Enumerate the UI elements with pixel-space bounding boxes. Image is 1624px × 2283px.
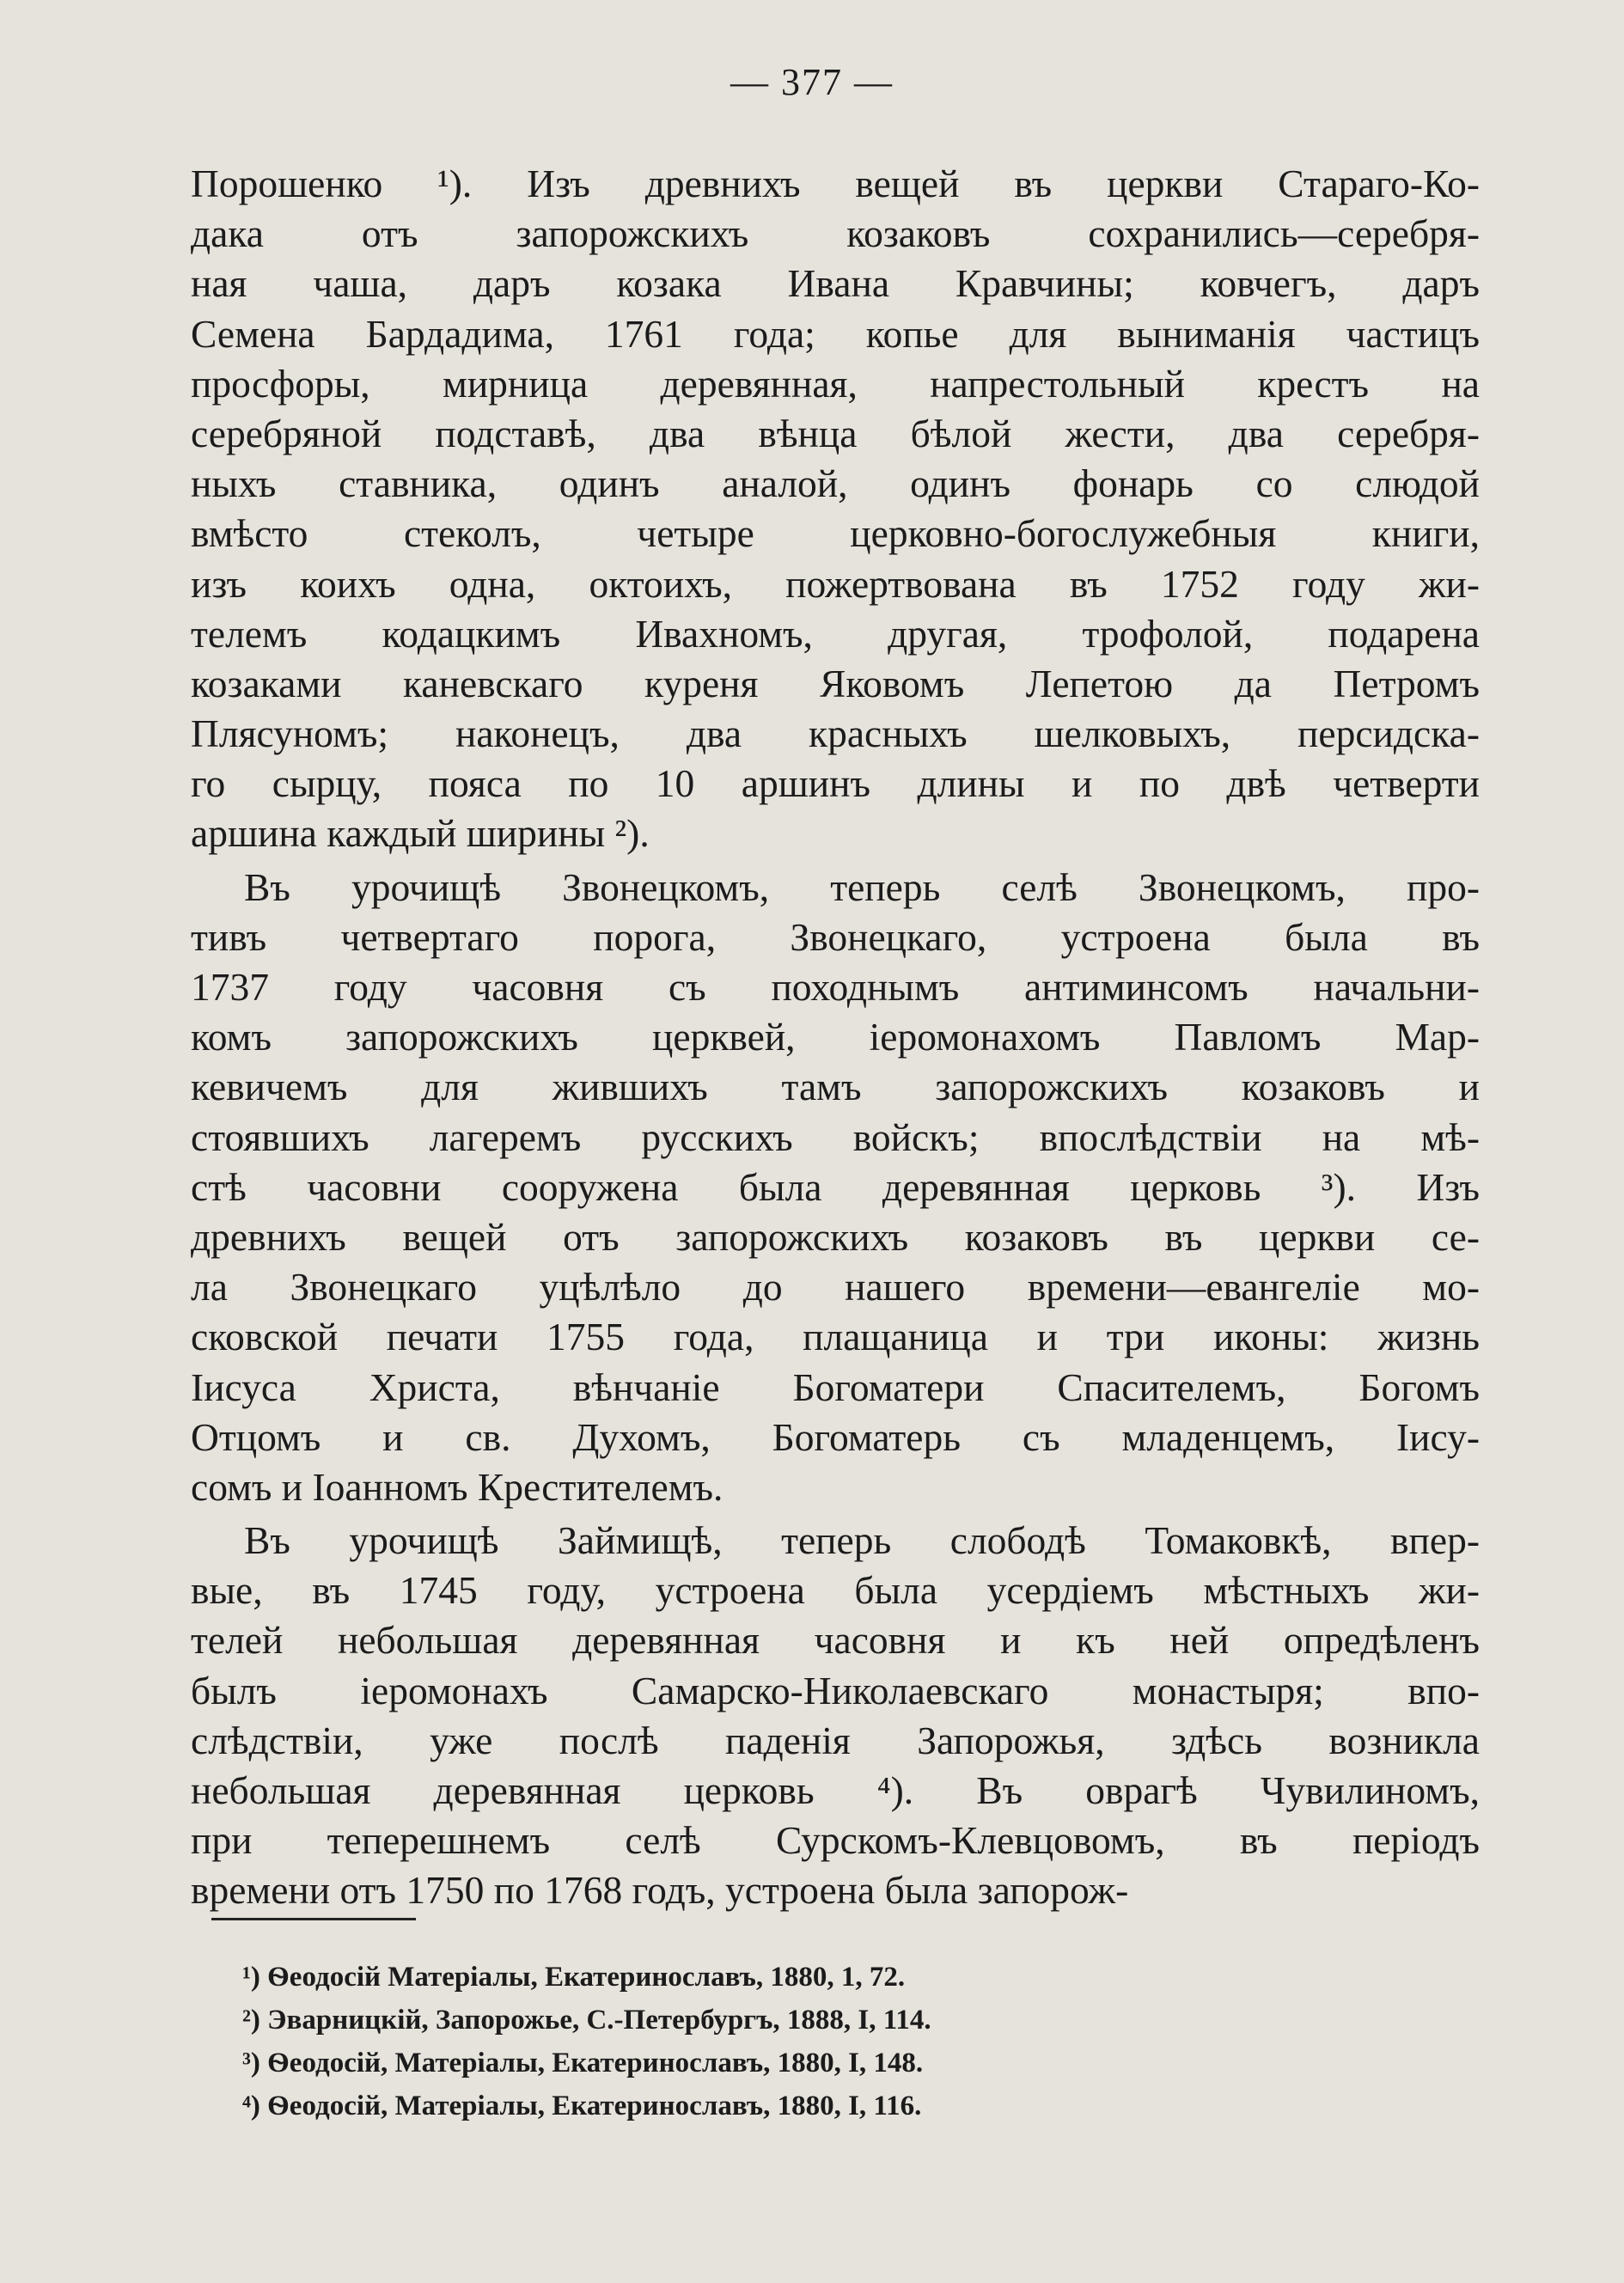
text-line: былъ іеромонахъ Самарско-Николаевскаго монастыря; впо- (191, 1668, 1480, 1712)
text-line: слѣдствіи, уже послѣ паденія Запорожья, здѣсь возникла (191, 1718, 1480, 1762)
text-line: Семена Бардадима, 1761 года; копье для выниманія частицъ (191, 311, 1480, 356)
text-line: тивъ четвертаго порога, Звонецкаго, устроена была въ (191, 914, 1480, 959)
text-line: изъ коихъ одна, октоихъ, пожертвована въ 1752 году жи- (191, 561, 1480, 606)
text-line: ныхъ ставника, одинъ аналой, одинъ фонарь со слюдой (191, 461, 1480, 506)
text-line: Порошенко ¹). Изъ древнихъ вещей въ церкви Стараго-Ко- (191, 162, 1480, 205)
page-number: — 377 — (730, 61, 894, 103)
text-line: комъ запорожскихъ церквей, іеромонахомъ Павломъ Мар- (191, 1015, 1480, 1059)
text-line: вмѣсто стеколъ, четыре церковно-богослужебныя книги, (191, 511, 1480, 556)
text-line: козаками каневскаго куреня Яковомъ Лепетою да Петромъ (191, 661, 1480, 705)
text-line: аршина каждый ширины ²). (191, 811, 650, 856)
text-line: телей небольшая деревянная часовня и къ ней опредѣленъ (191, 1618, 1480, 1663)
footnote: ³) Ѳеодосій, Матеріалы, Екатеринославъ, 1880, I, 148. (242, 2048, 924, 2079)
text-line: времени отъ 1750 по 1768 годъ, устроена была запорож- (191, 1868, 1129, 1913)
text-line: ная чаша, даръ козака Ивана Кравчины; ковчегъ, даръ (191, 261, 1480, 306)
text-line: Плясуномъ; наконецъ, два красныхъ шелковыхъ, персидска- (191, 711, 1480, 756)
text-line: го сырцу, пояса по 10 аршинъ длины и по двѣ четверти (191, 761, 1480, 806)
text-line: Отцомъ и св. Духомъ, Богоматерь съ младенцемъ, Іису- (191, 1414, 1480, 1459)
text-line: сомъ и Іоанномъ Крестителемъ. (191, 1464, 723, 1509)
footnotes (242, 1956, 1187, 2127)
text-line: небольшая деревянная церковь ⁴). Въ оврагѣ Чувилиномъ, (191, 1768, 1480, 1812)
text-line: Въ урочищѣ Займищѣ, теперь слободѣ Томаковкѣ, впер- (244, 1518, 1480, 1563)
footnote-separator (211, 1918, 416, 1920)
footnote: ⁴) Ѳеодосій, Матеріалы, Екатеринославъ, 1880, I, 116. (242, 2091, 922, 2121)
text-line: древнихъ вещей отъ запорожскихъ козаковъ въ церкви се- (191, 1214, 1480, 1259)
footnote: ²) Эварницкій, Запорожье, С.-Петербургъ, 1888, I, 114. (242, 2005, 931, 2036)
paragraph (191, 863, 1480, 1512)
text-line: телемъ кодацкимъ Ивахномъ, другая, трофолой, подарена (191, 611, 1480, 656)
text-line: стоявшихъ лагеремъ русскихъ войскъ; впослѣдствіи на мѣ- (191, 1114, 1480, 1159)
paragraph (191, 159, 1480, 859)
text-line: сковской печати 1755 года, плащаница и три иконы: жизнь (191, 1315, 1480, 1359)
paragraph (191, 1516, 1480, 1916)
text-line: Въ урочищѣ Звонецкомъ, теперь селѣ Звонецкомъ, про- (244, 864, 1480, 909)
footnote: ¹) Ѳеодосій Матеріалы, Екатеринославъ, 1880, 1, 72. (242, 1962, 906, 1993)
text-line: дака отъ запорожскихъ козаковъ сохранились—серебря- (191, 211, 1480, 256)
text-line: просфоры, мирница деревянная, напрестольный крестъ на (191, 361, 1480, 406)
text-line: кевичемъ для жившихъ тамъ запорожскихъ козаковъ и (191, 1065, 1480, 1109)
text-line: стѣ часовни сооружена была деревянная церковь ³). Изъ (191, 1164, 1480, 1209)
text-line: вые, въ 1745 году, устроена была усердіемъ мѣстныхъ жи- (191, 1568, 1480, 1613)
text-line: 1737 году часовня съ походнымъ антиминсомъ начальни- (191, 965, 1480, 1009)
text-line: серебряной подставѣ, два вѣнца бѣлой жести, два серебря- (191, 411, 1480, 455)
text-line: при теперешнемъ селѣ Сурскомъ-Клевцовомъ, въ періодъ (191, 1818, 1480, 1863)
text-line: Іисуса Христа, вѣнчаніе Богоматери Спасителемъ, Богомъ (191, 1364, 1480, 1409)
text-line: ла Звонецкаго уцѣлѣло до нашего времени—евангеліе мо- (191, 1265, 1480, 1309)
body-text (191, 159, 1480, 1916)
